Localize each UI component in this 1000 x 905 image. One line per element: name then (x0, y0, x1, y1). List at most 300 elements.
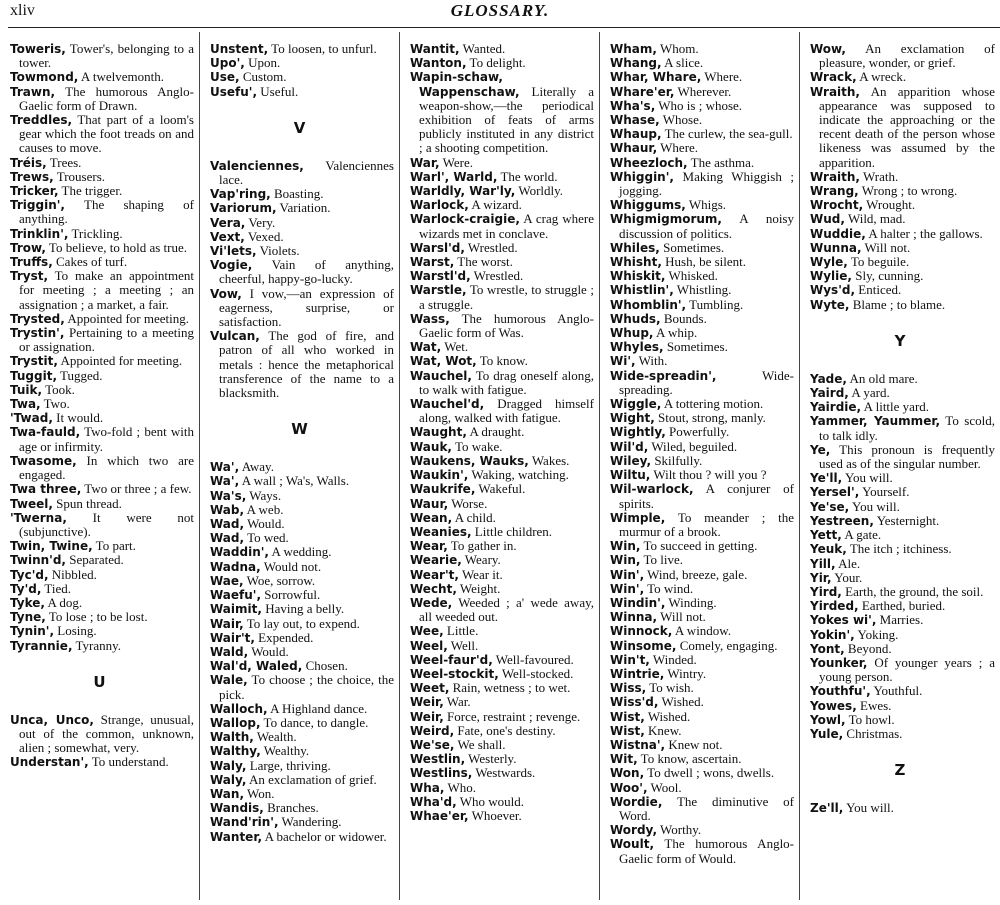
glossary-entry (810, 514, 1000, 528)
glossary-entry (410, 56, 599, 70)
entry-headword: Ye'll, (810, 471, 843, 486)
entry-definition: An apparition whose appearance was supposed to indicate the approaching or the recent death of the person whose likeness was assumed by the apparition. (819, 83, 995, 170)
entry-definition: A halter ; the gallows. (868, 225, 983, 241)
entry-definition: A bachelor or widower. (264, 828, 387, 844)
entry-headword: Wee, (410, 624, 444, 639)
entry-headword: Twa three, (10, 482, 82, 497)
entry-definition: Ale. (838, 555, 861, 571)
entry-headword: Use, (210, 70, 240, 85)
section-letter: U (93, 672, 106, 691)
entry-headword: Wight, (610, 411, 655, 426)
glossary-entry (410, 354, 599, 368)
entry-headword: Whiskit, (610, 269, 666, 284)
entry-headword: Vera, (210, 215, 246, 230)
glossary-entry (10, 269, 199, 312)
glossary-entry (410, 809, 599, 823)
entry-headword: Winsome, (610, 638, 677, 653)
entry-definition: Worldly. (518, 183, 564, 199)
section-letter: Z (894, 761, 906, 780)
entry-definition: A window. (674, 623, 732, 639)
entry-headword: Yeuk, (810, 542, 847, 557)
entry-headword: Twa, (10, 397, 41, 412)
entry-headword: Trystin', (10, 326, 65, 341)
entry-headword: Waur, (410, 496, 449, 511)
entry-definition: Sorrowful. (264, 587, 321, 603)
header-rule (8, 27, 1000, 28)
glossary-entry (210, 85, 399, 99)
entry-headword: Wapin-schaw, Wappenschaw, (410, 70, 520, 99)
entry-definition: With. (638, 353, 668, 369)
entry-definition: Waking, watching. (471, 467, 569, 483)
entry-headword: Wadna, (210, 559, 261, 574)
entry-definition: A dog. (47, 594, 83, 610)
entry-definition: Weary. (464, 552, 501, 568)
glossary-entry (10, 383, 199, 397)
glossary-entry (810, 443, 1000, 471)
glossary-entry (10, 170, 199, 184)
glossary-entry (610, 582, 799, 596)
glossary-entry (210, 42, 399, 56)
entry-definition: That part of a loom's gear which the foot treads on and causes to move. (19, 112, 194, 156)
entry-definition: The diminutive of Word. (619, 793, 794, 823)
entry-definition: Losing. (57, 623, 97, 639)
entry-headword: Weir, (410, 709, 444, 724)
entry-definition: War. (446, 694, 471, 710)
glossary-entry (410, 454, 599, 468)
glossary-entry (410, 624, 599, 638)
entry-headword: Tuik, (10, 382, 43, 397)
glossary-entry (610, 411, 799, 425)
entry-headword: Wauchel'd, (410, 397, 485, 412)
entry-definition: Wide-spreading. (619, 367, 794, 397)
entry-definition: Hush, be silent. (665, 254, 747, 270)
glossary-entry (610, 127, 799, 141)
glossary-entry (610, 695, 799, 709)
entry-headword: Usefu', (210, 84, 258, 99)
entry-headword: Wil-warlock, (610, 482, 694, 497)
entry-definition: Marries. (879, 612, 924, 628)
entry-definition: Literally a weapon-show,—the periodical exhibition of feats of arms publicly instituted in any district ; a shooting competition. (419, 83, 595, 156)
entry-definition: Variation. (279, 200, 331, 216)
entry-headword: Wintrie, (610, 666, 665, 681)
glossary-entry (810, 684, 1000, 698)
glossary-entry (410, 312, 599, 340)
glossary-column-2 (199, 32, 399, 900)
glossary-entry (410, 653, 599, 667)
glossary-entry (210, 258, 399, 286)
entry-definition: Comely, engaging. (679, 637, 778, 653)
entry-headword: Warst, (410, 255, 455, 270)
glossary-entry (610, 752, 799, 766)
glossary-entry (610, 539, 799, 553)
entry-definition: Two. (43, 396, 70, 412)
glossary-entry (410, 511, 599, 525)
entry-headword: Wham, (610, 42, 657, 56)
glossary-entry (810, 283, 1000, 297)
entry-headword: Wan, (210, 786, 245, 801)
entry-definition: A gate. (844, 527, 882, 543)
entry-definition: Wiled, beguiled. (651, 438, 738, 454)
entry-definition: Christmas. (846, 725, 903, 741)
entry-definition: To wish. (649, 680, 694, 696)
glossary-entry (210, 244, 399, 258)
glossary-entry (210, 216, 399, 230)
glossary-entry (810, 542, 1000, 556)
entry-headword: Whigmigmorum, (610, 212, 722, 227)
entry-headword: Wanton, (410, 56, 467, 71)
page-header (0, 0, 1000, 24)
entry-headword: Truffs, (10, 255, 53, 270)
glossary-entry (410, 397, 599, 425)
entry-definition: To lay out, to expend. (246, 615, 360, 631)
entry-definition: Custom. (242, 69, 287, 85)
glossary-entry (410, 482, 599, 496)
glossary-entry (210, 56, 399, 70)
entry-definition: A noisy discussion of politics. (619, 211, 794, 241)
entry-headword: Wat, (410, 340, 442, 355)
glossary-entry (10, 482, 199, 496)
entry-definition: The asthma. (690, 154, 755, 170)
glossary-entry (210, 187, 399, 201)
entry-headword: Wa', (210, 474, 240, 489)
entry-definition: Expended. (258, 629, 314, 645)
entry-headword: Whiggums, (610, 198, 686, 213)
entry-definition: Well. (450, 637, 479, 653)
glossary-entry (10, 42, 199, 70)
glossary-entry (810, 269, 1000, 283)
glossary-entry (610, 440, 799, 454)
entry-headword: Wordie, (610, 794, 663, 809)
entry-definition: The curlew, the sea-gull. (664, 126, 793, 142)
entry-headword: Wightly, (610, 425, 666, 440)
glossary-entry (610, 553, 799, 567)
glossary-column-5 (799, 32, 1000, 900)
entry-definition: Well-favoured. (495, 651, 574, 667)
entry-definition: To dance, to dangle. (263, 714, 369, 730)
glossary-entry (810, 70, 1000, 84)
glossary-entry (610, 354, 799, 368)
entry-headword: Triggin', (10, 198, 65, 213)
entry-headword: Wearie, (410, 553, 462, 568)
entry-headword: Whup, (610, 326, 654, 341)
entry-headword: Yowes, (810, 698, 857, 713)
glossary-entry (610, 326, 799, 340)
glossary-entry (410, 681, 599, 695)
entry-definition: Violets. (259, 243, 300, 259)
entry-headword: Wistna', (610, 737, 666, 752)
entry-definition: Took. (45, 381, 75, 397)
entry-definition: Large, thriving. (249, 757, 331, 773)
glossary-entry (610, 781, 799, 795)
glossary-entry (810, 227, 1000, 241)
entry-headword: Wyte, (810, 297, 850, 312)
glossary-entry (410, 425, 599, 439)
entry-definition: Force, restraint ; revenge. (447, 708, 581, 724)
entry-headword: Win', (610, 567, 645, 582)
entry-definition: The shaping of anything. (19, 197, 195, 227)
entry-definition: To wake. (455, 438, 503, 454)
glossary-entry (10, 425, 199, 453)
glossary-entry (210, 460, 399, 474)
glossary-entry (10, 596, 199, 610)
entry-headword: Twinn'd, (10, 553, 66, 568)
entry-definition: A wizard. (471, 197, 522, 213)
glossary-entry (410, 369, 599, 397)
entry-definition: Knew not. (668, 736, 723, 752)
glossary-entry (810, 198, 1000, 212)
glossary-entry (810, 557, 1000, 571)
glossary-entry (610, 85, 799, 99)
glossary-entry (610, 56, 799, 70)
glossary-entry (610, 596, 799, 610)
entry-definition: A conjurer of spirits. (619, 481, 794, 511)
entry-definition: Will not. (864, 239, 911, 255)
glossary-entry (610, 141, 799, 155)
entry-definition: It would. (56, 410, 104, 426)
glossary-entry (610, 425, 799, 439)
entry-headword: Vi'lets, (210, 244, 257, 259)
entry-headword: Win't, (610, 652, 650, 667)
entry-definition: Wool. (650, 779, 682, 795)
entry-definition: To lose ; to be lost. (48, 609, 148, 625)
glossary-entry (410, 795, 599, 809)
entry-headword: Unstent, (210, 42, 269, 56)
entry-definition: Wished. (647, 708, 691, 724)
glossary-entry (210, 287, 399, 330)
entry-headword: 'Twerna, (10, 510, 67, 525)
glossary-entry (10, 354, 199, 368)
entry-definition: Two-fold ; bent with age or infirmity. (19, 424, 195, 454)
entry-definition: An old mare. (849, 370, 918, 386)
entry-definition: Two or three ; a few. (84, 481, 192, 497)
entry-definition: Vain of anything, cheerful, happy-go-lucky. (219, 257, 394, 287)
entry-definition: Enticed. (858, 282, 902, 298)
entry-definition: A yard. (851, 385, 890, 401)
entry-headword: Whang, (610, 56, 662, 71)
entry-definition: To gather in. (450, 538, 517, 554)
entry-headword: Yirded, (810, 599, 859, 614)
glossary-entry (810, 170, 1000, 184)
entry-definition: A draught. (469, 424, 525, 440)
entry-headword: Wa', (210, 460, 240, 475)
entry-headword: Wys'd, (810, 283, 856, 298)
entry-headword: Wist, (610, 723, 645, 738)
entry-headword: Tuggit, (10, 368, 57, 383)
glossary-entry (410, 241, 599, 255)
entry-definition: Would. (251, 643, 289, 659)
glossary-entry (10, 85, 199, 113)
glossary-entry (810, 372, 1000, 386)
entry-definition: Were. (442, 154, 473, 170)
entry-definition: The humorous Anglo-Gaelic form of Was. (419, 310, 595, 341)
entry-headword: Twa-fauld, (10, 425, 81, 440)
entry-definition: Having a belly. (265, 601, 345, 617)
entry-definition: Would not. (263, 558, 322, 574)
glossary-entry (410, 497, 599, 511)
entry-headword: Wrang, (810, 184, 859, 199)
entry-definition: To drag oneself along, to walk with fatigue. (419, 367, 594, 397)
entry-definition: Wrestled. (473, 268, 524, 284)
entry-definition: To part. (95, 538, 136, 554)
entry-headword: Vulcan, (210, 329, 260, 344)
entry-headword: Weel-stockit, (410, 666, 499, 681)
entry-definition: Little. (446, 623, 479, 639)
glossary-entry (810, 699, 1000, 713)
entry-headword: Weel-faur'd, (410, 652, 493, 667)
entry-headword: Weird, (410, 723, 455, 738)
entry-definition: You will. (844, 470, 893, 486)
glossary-entry (210, 617, 399, 631)
entry-definition: Sly, cunning. (855, 268, 924, 284)
entry-definition: Dragged himself along, walked with fatigue. (419, 396, 594, 426)
entry-headword: Wist, (610, 709, 645, 724)
glossary-entry (210, 787, 399, 801)
glossary-entry (410, 539, 599, 553)
entry-headword: Winna, (610, 610, 658, 625)
glossary-entry (10, 255, 199, 269)
glossary-entry (610, 823, 799, 837)
glossary-entry (610, 397, 799, 411)
glossary-entry (410, 738, 599, 752)
glossary-entry (10, 326, 199, 354)
entry-definition: Wrath. (863, 168, 899, 184)
entry-definition: A tottering motion. (663, 396, 764, 412)
entry-definition: Vexed. (247, 228, 284, 244)
entry-headword: Wad, (210, 531, 245, 546)
section-letter: Y (894, 331, 906, 350)
entry-definition: A twelvemonth. (80, 69, 164, 85)
glossary-entry (210, 801, 399, 815)
entry-definition: To dwell ; wons, dwells. (647, 765, 775, 781)
glossary-entry (210, 588, 399, 602)
glossary-entry (10, 241, 199, 255)
entry-definition: Bounds. (663, 310, 707, 326)
glossary-entry (810, 656, 1000, 684)
glossary-entry (210, 730, 399, 744)
entry-headword: Yett, (810, 528, 842, 543)
glossary-entry (10, 539, 199, 553)
entry-headword: Wheezloch, (610, 155, 688, 170)
entry-definition: Wilt thou ? will you ? (653, 467, 767, 483)
entry-definition: Yourself. (862, 484, 910, 500)
entry-definition: Well-stocked. (501, 665, 574, 681)
entry-headword: Wit, (610, 752, 638, 767)
glossary-columns (0, 32, 1000, 902)
glossary-entry (10, 397, 199, 411)
entry-definition: This pronoun is frequently used as of the singular number. (819, 441, 995, 472)
glossary-entry (210, 673, 399, 701)
glossary-entry (10, 369, 199, 383)
glossary-entry (210, 159, 399, 187)
entry-headword: Yokes wi', (810, 613, 877, 628)
glossary-entry (210, 574, 399, 588)
entry-headword: Whare'er, (610, 84, 675, 99)
glossary-entry (810, 255, 1000, 269)
entry-headword: Yersel', (810, 485, 860, 500)
entry-headword: Trow, (10, 240, 46, 255)
entry-headword: Yammer, Yaummer, (810, 414, 941, 429)
entry-headword: Wallop, (210, 715, 261, 730)
entry-headword: Yokin', (810, 627, 855, 642)
entry-headword: Wraith, (810, 84, 860, 99)
entry-headword: Ze'll, (810, 801, 844, 816)
entry-headword: Tricker, (10, 184, 59, 199)
glossary-entry (210, 329, 399, 400)
entry-definition: Winded. (652, 651, 697, 667)
entry-definition: Appointed for meeting. (67, 310, 189, 326)
entry-definition: Boasting. (273, 186, 324, 202)
entry-definition: You will. (846, 800, 894, 816)
entry-headword: Warlock, (410, 198, 469, 213)
entry-definition: A little yard. (863, 399, 930, 415)
glossary-entry (210, 702, 399, 716)
glossary-entry (210, 560, 399, 574)
glossary-entry (810, 241, 1000, 255)
entry-headword: Wha'd, (410, 794, 457, 809)
glossary-entry (210, 815, 399, 829)
glossary-entry (10, 184, 199, 198)
entry-definition: You will. (852, 498, 900, 514)
entry-headword: Whistlin', (610, 283, 674, 298)
entry-definition: An exclamation of grief. (249, 771, 377, 787)
entry-headword: Wiley, (610, 453, 652, 468)
entry-headword: Wiss, (610, 681, 647, 696)
glossary-entry (410, 553, 599, 567)
glossary-entry (410, 468, 599, 482)
glossary-entry (410, 695, 599, 709)
entry-definition: Tied. (44, 580, 72, 596)
glossary-entry (10, 582, 199, 596)
entry-definition: Wrong ; to wrong. (861, 183, 958, 199)
entry-headword: Ty'd, (10, 581, 42, 596)
entry-definition: Whoever. (471, 807, 522, 823)
glossary-entry (610, 610, 799, 624)
glossary-entry (810, 642, 1000, 656)
entry-headword: Whiles, (610, 240, 660, 255)
entry-definition: A crag where wizards met in conclave. (419, 211, 594, 241)
entry-definition: Weeded ; a' wede away, all weeded out. (419, 594, 594, 625)
entry-headword: Wordy, (610, 823, 658, 838)
entry-headword: 'Twad, (10, 411, 53, 426)
entry-definition: Worse. (451, 495, 488, 511)
entry-definition: To make an appointment for meeting ; a meeting ; an assignation ; a market, a fair. (19, 268, 194, 312)
entry-headword: Wab, (210, 502, 245, 517)
glossary-entry (210, 70, 399, 84)
glossary-entry (10, 511, 199, 539)
entry-headword: Wil'd, (610, 439, 649, 454)
entry-definition: Ewes. (860, 697, 892, 713)
entry-headword: Variorum, (210, 201, 277, 216)
glossary-entry (410, 752, 599, 766)
entry-headword: Vext, (210, 229, 245, 244)
glossary-entry (610, 99, 799, 113)
glossary-entry (210, 659, 399, 673)
page-number: xliv (10, 2, 35, 19)
entry-headword: Weet, (410, 681, 450, 696)
entry-definition: To meander ; the murmur of a brook. (619, 509, 794, 539)
glossary-entry (10, 198, 199, 226)
entry-definition: Skilfully. (654, 452, 703, 468)
glossary-entry (610, 198, 799, 212)
entry-headword: Ye'se, (810, 499, 850, 514)
entry-definition: Wrestled. (467, 239, 518, 255)
entry-definition: A slice. (664, 55, 704, 71)
entry-headword: Yill, (810, 556, 836, 571)
entry-headword: Yestreen, (810, 513, 874, 528)
glossary-entry (10, 411, 199, 425)
glossary-entry (410, 170, 599, 184)
entry-definition: To choose ; the choice, the pick. (219, 672, 394, 702)
